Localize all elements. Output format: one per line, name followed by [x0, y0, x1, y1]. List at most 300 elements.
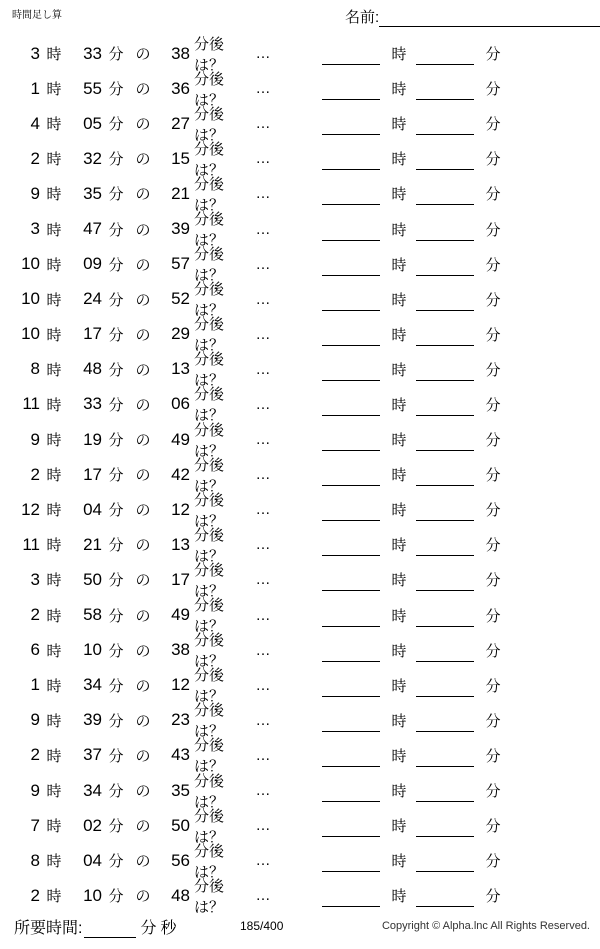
problem-hour: 6: [30, 640, 40, 660]
answer-area: [322, 282, 510, 317]
answer-minute-blank[interactable]: [416, 323, 474, 346]
problem-list: [0, 35, 600, 916]
problem-hour: 8: [30, 359, 40, 379]
problem-add-minutes: 36: [171, 78, 190, 98]
problem-row: [0, 316, 600, 355]
after-text: 分後は？: [194, 632, 225, 671]
after-text: 分後は？: [194, 526, 225, 565]
problem-row: [0, 772, 600, 811]
answer-hour-blank[interactable]: [322, 744, 380, 767]
problem-add-minutes: 39: [171, 219, 190, 239]
possessive-text: の: [135, 537, 151, 555]
answer-hour-unit: 時: [391, 396, 407, 414]
answer-minute-unit: 分: [485, 642, 501, 660]
problem-minute: 55: [83, 78, 102, 98]
minute-unit: 分: [108, 46, 124, 64]
problem-row: [0, 842, 600, 881]
problem-hour: 3: [30, 43, 40, 63]
hour-unit: 時: [46, 607, 62, 625]
possessive-text: の: [135, 396, 151, 414]
possessive-text: の: [135, 326, 151, 344]
answer-minute-blank[interactable]: [416, 533, 474, 556]
minute-unit: 分: [108, 81, 124, 99]
answer-hour-blank[interactable]: [322, 639, 380, 662]
after-text: 分後は？: [194, 561, 225, 600]
minute-unit: 分: [108, 151, 124, 169]
possessive-text: の: [135, 712, 151, 730]
time-taken-minute-blank[interactable]: [84, 919, 136, 938]
answer-area: [322, 633, 510, 668]
possessive-text: の: [135, 116, 151, 134]
answer-minute-blank[interactable]: [416, 744, 474, 767]
problem-minute: 35: [83, 183, 102, 203]
problem-hour: 9: [30, 710, 40, 730]
problem-text: [0, 421, 320, 460]
answer-hour-unit: 時: [391, 818, 407, 836]
answer-hour-blank[interactable]: [322, 112, 380, 135]
answer-minute-blank[interactable]: [416, 604, 474, 627]
problem-text: [0, 842, 320, 881]
answer-minute-blank[interactable]: [416, 393, 474, 416]
answer-minute-blank[interactable]: [416, 77, 474, 100]
time-taken-label: 所要時間:: [14, 920, 83, 937]
problem-add-minutes: 06: [171, 394, 190, 414]
answer-minute-unit: 分: [485, 572, 501, 590]
dots-text: …: [255, 852, 271, 870]
answer-minute-blank[interactable]: [416, 709, 474, 732]
answer-area: [322, 527, 510, 562]
hour-unit: 時: [46, 888, 62, 906]
dots-text: …: [255, 325, 271, 343]
answer-hour-blank[interactable]: [322, 814, 380, 837]
answer-area: [322, 878, 510, 913]
problem-hour: 3: [30, 569, 40, 589]
answer-hour-unit: 時: [391, 116, 407, 134]
answer-hour-unit: 時: [391, 151, 407, 169]
problem-text: [0, 702, 320, 741]
problem-add-minutes: 50: [171, 815, 190, 835]
answer-hour-blank[interactable]: [322, 498, 380, 521]
after-text: 分後は？: [194, 456, 225, 495]
problem-text: [0, 597, 320, 636]
dots-text: …: [255, 185, 271, 203]
answer-minute-unit: 分: [485, 81, 501, 99]
answer-minute-unit: 分: [485, 256, 501, 274]
problem-text: [0, 456, 320, 495]
problem-add-minutes: 29: [171, 324, 190, 344]
answer-hour-blank[interactable]: [322, 393, 380, 416]
problem-minute: 39: [83, 710, 102, 730]
answer-minute-unit: 分: [485, 326, 501, 344]
answer-minute-blank[interactable]: [416, 253, 474, 276]
problem-text: [0, 737, 320, 776]
after-text: 分後は？: [194, 842, 225, 881]
answer-minute-unit: 分: [485, 607, 501, 625]
answer-hour-unit: 時: [391, 572, 407, 590]
problem-add-minutes: 12: [171, 675, 190, 695]
answer-minute-blank[interactable]: [416, 674, 474, 697]
answer-minute-blank[interactable]: [416, 884, 474, 907]
minute-unit: 分: [108, 396, 124, 414]
answer-hour-unit: 時: [391, 642, 407, 660]
after-text: 分後は？: [194, 807, 225, 846]
answer-hour-unit: 時: [391, 747, 407, 765]
problem-row: [0, 877, 600, 916]
answer-area: [322, 492, 510, 527]
problem-minute: 37: [83, 745, 102, 765]
hour-unit: 時: [46, 677, 62, 695]
answer-hour-unit: 時: [391, 537, 407, 555]
answer-hour-unit: 時: [391, 467, 407, 485]
possessive-text: の: [135, 677, 151, 695]
possessive-text: の: [135, 607, 151, 625]
answer-minute-blank[interactable]: [416, 358, 474, 381]
hour-unit: 時: [46, 572, 62, 590]
minute-unit: 分: [108, 326, 124, 344]
answer-hour-unit: 時: [391, 81, 407, 99]
problem-text: [0, 807, 320, 846]
hour-unit: 時: [46, 712, 62, 730]
problem-row: [0, 211, 600, 250]
answer-minute-unit: 分: [485, 46, 501, 64]
after-text: 分後は？: [194, 35, 225, 74]
problem-text: [0, 667, 320, 706]
problem-add-minutes: 56: [171, 850, 190, 870]
hour-unit: 時: [46, 151, 62, 169]
problem-hour: 10: [21, 254, 40, 274]
answer-minute-unit: 分: [485, 151, 501, 169]
problem-minute: 24: [83, 289, 102, 309]
problem-add-minutes: 52: [171, 289, 190, 309]
after-text: 分後は？: [194, 175, 225, 214]
possessive-text: の: [135, 432, 151, 450]
answer-minute-blank[interactable]: [416, 147, 474, 170]
answer-hour-blank[interactable]: [322, 42, 380, 65]
answer-hour-blank[interactable]: [322, 849, 380, 872]
answer-minute-blank[interactable]: [416, 779, 474, 802]
minute-unit: 分: [108, 642, 124, 660]
problem-minute: 09: [83, 254, 102, 274]
problem-hour: 10: [21, 289, 40, 309]
answer-minute-unit: 分: [485, 432, 501, 450]
answer-area: [322, 176, 510, 211]
problem-row: [0, 667, 600, 706]
answer-area: [322, 668, 510, 703]
time-taken-second-unit: 秒: [160, 920, 177, 937]
answer-hour-unit: 時: [391, 888, 407, 906]
after-text: 分後は？: [194, 140, 225, 179]
dots-text: …: [255, 606, 271, 624]
problem-row: [0, 140, 600, 179]
possessive-text: の: [135, 572, 151, 590]
answer-area: [322, 843, 510, 878]
after-text: 分後は？: [194, 316, 225, 355]
problem-minute: 17: [83, 464, 102, 484]
dots-text: …: [255, 501, 271, 519]
after-text: 分後は？: [194, 421, 225, 460]
dots-text: …: [255, 571, 271, 589]
problem-minute: 34: [83, 675, 102, 695]
after-text: 分後は？: [194, 772, 225, 811]
answer-area: [322, 808, 510, 843]
answer-minute-unit: 分: [485, 677, 501, 695]
hour-unit: 時: [46, 326, 62, 344]
answer-minute-blank[interactable]: [416, 112, 474, 135]
problem-minute: 05: [83, 113, 102, 133]
answer-hour-blank[interactable]: [322, 779, 380, 802]
answer-hour-blank[interactable]: [322, 288, 380, 311]
after-text: 分後は？: [194, 246, 225, 285]
answer-area: [322, 106, 510, 141]
answer-hour-blank[interactable]: [322, 884, 380, 907]
dots-text: …: [255, 746, 271, 764]
dots-text: …: [255, 711, 271, 729]
after-text: 分後は？: [194, 737, 225, 776]
answer-minute-blank[interactable]: [416, 428, 474, 451]
answer-minute-unit: 分: [485, 291, 501, 309]
after-text: 分後は？: [194, 597, 225, 636]
problem-minute: 04: [83, 499, 102, 519]
answer-minute-unit: 分: [485, 712, 501, 730]
possessive-text: の: [135, 361, 151, 379]
problem-text: [0, 35, 320, 74]
problem-row: [0, 421, 600, 460]
hour-unit: 時: [46, 432, 62, 450]
after-text: 分後は？: [194, 211, 225, 250]
answer-minute-unit: 分: [485, 396, 501, 414]
answer-minute-unit: 分: [485, 537, 501, 555]
problem-add-minutes: 38: [171, 43, 190, 63]
problem-row: [0, 526, 600, 565]
possessive-text: の: [135, 853, 151, 871]
problem-minute: 47: [83, 219, 102, 239]
problem-row: [0, 632, 600, 671]
hour-unit: 時: [46, 361, 62, 379]
page-title: 時間足し算: [12, 10, 62, 21]
hour-unit: 時: [46, 467, 62, 485]
problem-text: [0, 526, 320, 565]
dots-text: …: [255, 466, 271, 484]
answer-minute-unit: 分: [485, 221, 501, 239]
possessive-text: の: [135, 642, 151, 660]
minute-unit: 分: [108, 116, 124, 134]
minute-unit: 分: [108, 432, 124, 450]
worksheet-footer: [0, 915, 600, 943]
problem-add-minutes: 12: [171, 499, 190, 519]
answer-minute-blank[interactable]: [416, 498, 474, 521]
answer-area: [322, 36, 510, 71]
problem-row: [0, 175, 600, 214]
dots-text: …: [255, 115, 271, 133]
answer-minute-blank[interactable]: [416, 42, 474, 65]
after-text: 分後は？: [194, 351, 225, 390]
possessive-text: の: [135, 747, 151, 765]
problem-add-minutes: 49: [171, 605, 190, 625]
answer-hour-blank[interactable]: [322, 533, 380, 556]
minute-unit: 分: [108, 818, 124, 836]
answer-hour-unit: 時: [391, 432, 407, 450]
hour-unit: 時: [46, 396, 62, 414]
problem-add-minutes: 43: [171, 745, 190, 765]
problem-add-minutes: 21: [171, 183, 190, 203]
dots-text: …: [255, 641, 271, 659]
answer-minute-blank[interactable]: [416, 814, 474, 837]
problem-add-minutes: 27: [171, 113, 190, 133]
problem-hour: 9: [30, 780, 40, 800]
problem-add-minutes: 13: [171, 534, 190, 554]
problem-add-minutes: 15: [171, 148, 190, 168]
answer-area: [322, 703, 510, 738]
hour-unit: 時: [46, 537, 62, 555]
answer-area: [322, 211, 510, 246]
problem-minute: 33: [83, 394, 102, 414]
after-text: 分後は？: [194, 702, 225, 741]
answer-minute-unit: 分: [485, 888, 501, 906]
answer-area: [322, 422, 510, 457]
answer-minute-unit: 分: [485, 186, 501, 204]
answer-minute-blank[interactable]: [416, 288, 474, 311]
hour-unit: 時: [46, 502, 62, 520]
problem-minute: 48: [83, 359, 102, 379]
minute-unit: 分: [108, 712, 124, 730]
dots-text: …: [255, 431, 271, 449]
answer-hour-unit: 時: [391, 46, 407, 64]
answer-hour-blank[interactable]: [322, 428, 380, 451]
problem-hour: 2: [30, 745, 40, 765]
answer-area: [322, 387, 510, 422]
answer-minute-blank[interactable]: [416, 463, 474, 486]
dots-text: …: [255, 255, 271, 273]
problem-add-minutes: 48: [171, 885, 190, 905]
answer-hour-unit: 時: [391, 853, 407, 871]
problem-add-minutes: 42: [171, 464, 190, 484]
problem-text: [0, 772, 320, 811]
problem-row: [0, 246, 600, 285]
answer-hour-unit: 時: [391, 712, 407, 730]
answer-hour-blank[interactable]: [322, 147, 380, 170]
problem-row: [0, 491, 600, 530]
answer-minute-blank[interactable]: [416, 849, 474, 872]
dots-text: …: [255, 150, 271, 168]
hour-unit: 時: [46, 853, 62, 871]
answer-hour-blank[interactable]: [322, 358, 380, 381]
answer-minute-blank[interactable]: [416, 218, 474, 241]
possessive-text: の: [135, 256, 151, 274]
worksheet-header: [0, 0, 600, 34]
answer-minute-unit: 分: [485, 467, 501, 485]
problem-hour: 4: [30, 113, 40, 133]
problem-add-minutes: 23: [171, 710, 190, 730]
problem-minute: 17: [83, 324, 102, 344]
answer-area: [322, 352, 510, 387]
hour-unit: 時: [46, 747, 62, 765]
time-taken-minute-unit: 分: [140, 920, 157, 937]
name-input-line[interactable]: [379, 10, 600, 27]
answer-hour-blank[interactable]: [322, 674, 380, 697]
problem-row: [0, 386, 600, 425]
problem-hour: 3: [30, 219, 40, 239]
problem-text: [0, 351, 320, 390]
dots-text: …: [255, 220, 271, 238]
answer-minute-blank[interactable]: [416, 568, 474, 591]
problem-text: [0, 246, 320, 285]
problem-text: [0, 175, 320, 214]
problem-row: [0, 70, 600, 109]
problem-row: [0, 281, 600, 320]
possessive-text: の: [135, 186, 151, 204]
answer-hour-blank[interactable]: [322, 77, 380, 100]
answer-hour-unit: 時: [391, 256, 407, 274]
minute-unit: 分: [108, 888, 124, 906]
problem-minute: 33: [83, 43, 102, 63]
problem-hour: 1: [30, 675, 40, 695]
answer-area: [322, 71, 510, 106]
name-label: 名前:: [345, 9, 380, 26]
answer-minute-blank[interactable]: [416, 639, 474, 662]
problem-hour: 9: [30, 429, 40, 449]
sheet-id: 185/400: [240, 919, 284, 933]
problem-text: [0, 105, 320, 144]
answer-area: [322, 598, 510, 633]
problem-minute: 10: [83, 640, 102, 660]
problem-hour: 2: [30, 464, 40, 484]
minute-unit: 分: [108, 502, 124, 520]
name-field-area: [345, 6, 600, 27]
answer-area: [322, 738, 510, 773]
answer-hour-blank[interactable]: [322, 253, 380, 276]
answer-hour-blank[interactable]: [322, 604, 380, 627]
problem-row: [0, 702, 600, 741]
problem-add-minutes: 38: [171, 640, 190, 660]
problem-row: [0, 561, 600, 600]
problem-hour: 2: [30, 885, 40, 905]
minute-unit: 分: [108, 783, 124, 801]
answer-hour-blank[interactable]: [322, 182, 380, 205]
answer-hour-blank[interactable]: [322, 323, 380, 346]
possessive-text: の: [135, 467, 151, 485]
answer-hour-blank[interactable]: [322, 709, 380, 732]
answer-hour-blank[interactable]: [322, 463, 380, 486]
possessive-text: の: [135, 888, 151, 906]
problem-minute: 50: [83, 569, 102, 589]
minute-unit: 分: [108, 572, 124, 590]
dots-text: …: [255, 782, 271, 800]
minute-unit: 分: [108, 467, 124, 485]
answer-minute-unit: 分: [485, 853, 501, 871]
hour-unit: 時: [46, 642, 62, 660]
hour-unit: 時: [46, 81, 62, 99]
problem-minute: 32: [83, 148, 102, 168]
minute-unit: 分: [108, 537, 124, 555]
dots-text: …: [255, 45, 271, 63]
problem-text: [0, 281, 320, 320]
minute-unit: 分: [108, 361, 124, 379]
answer-minute-blank[interactable]: [416, 182, 474, 205]
answer-minute-unit: 分: [485, 747, 501, 765]
answer-area: [322, 317, 510, 352]
problem-hour: 7: [30, 815, 40, 835]
answer-hour-blank[interactable]: [322, 218, 380, 241]
hour-unit: 時: [46, 46, 62, 64]
problem-row: [0, 351, 600, 390]
dots-text: …: [255, 290, 271, 308]
hour-unit: 時: [46, 116, 62, 134]
problem-minute: 04: [83, 850, 102, 870]
problem-text: [0, 632, 320, 671]
hour-unit: 時: [46, 783, 62, 801]
problem-add-minutes: 35: [171, 780, 190, 800]
answer-hour-blank[interactable]: [322, 568, 380, 591]
